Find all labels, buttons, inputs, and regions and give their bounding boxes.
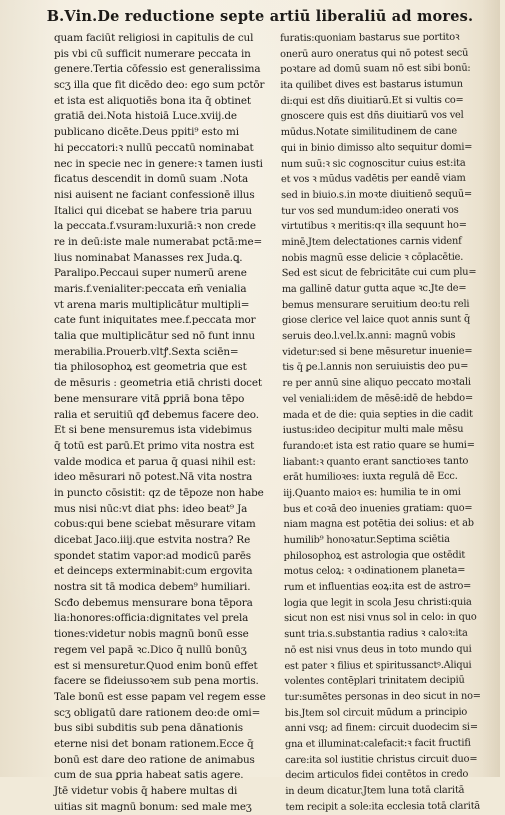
text-line: regem vel papā ꝛc.Dico q̄ nullū bonūʒ xyxy=(54,643,247,656)
text-line: maris.f.venialiter:peccata em̄ venialia xyxy=(54,283,247,295)
text-line: dicebat Jaco.iiij.que estvita nostra? Re xyxy=(54,534,251,546)
text-line: iij.Quanto maioꝛ es: humilia te in omi xyxy=(283,486,461,499)
text-line: tia philosophoꝝ est geometria que est xyxy=(54,361,247,374)
text-line: sunt tria.s.substantia radius ꝛ caloꝛ:ita xyxy=(284,627,468,641)
text-line: liabant:ꝛ quanto erant sanctioꝛes tanto xyxy=(282,455,469,468)
text-line: cobus:qui bene sciebat mēsurare vitam xyxy=(54,518,256,531)
text-line: ma gallinē datur gutta aque ꝛc.Jte de= xyxy=(281,282,467,295)
text-line: bus et coꝛā deo inuenies gratiam: quo= xyxy=(283,502,473,515)
text-line: mus nisi nūc:vt diat phs: ideo beat⁹ Ja xyxy=(54,502,248,515)
text-line: furatis:quoniam bastarus sue portitoꝛ xyxy=(280,31,460,44)
page-edge-shade xyxy=(482,0,500,777)
text-line: lia:honores:officia:dignitates vel prela xyxy=(54,612,249,625)
text-line: uitias sit magnū bonum: sed male meʒ xyxy=(54,800,252,813)
text-line: videtur:sed si bene mēsuretur inuenie= xyxy=(282,345,473,358)
text-line: et deinceps exterminabit:cum ergovita xyxy=(54,565,253,578)
text-line: motus celoꝝ: ꝛ oꝛdinationem planeta= xyxy=(283,565,466,578)
text-line: tiones:videtur nobis magnū bonū esse xyxy=(54,628,249,641)
text-line: tur vos sed mundum:ideo onerati vos xyxy=(281,204,459,217)
text-line: virtutibus ꝛ meritis:qꝛ illa sequunt ho= xyxy=(281,219,467,233)
text-line: giose clerice vel laice quot annis sunt q̄ xyxy=(281,314,471,327)
text-line: nobis magnū esse delicie ꝛ cōplacētie. xyxy=(281,251,464,264)
text-line: pis vbi cū sufficit numerare peccata in xyxy=(54,47,251,60)
running-header: B.Vin.De reductione septe artiū liberaliū ad mores. xyxy=(46,8,474,25)
text-line: volentes contēplari trinitatem decipiū xyxy=(284,674,465,688)
text-line: nostra sit tā modica debem⁹ humiliari. xyxy=(54,581,251,594)
text-line: onerū auro oneratus qui nō potest secū xyxy=(280,47,469,60)
text-line: seruis deo.l.vel.lx.anni: magnū vobis xyxy=(282,329,456,343)
text-line: bis.Jtem sol circuit mūdum a principio xyxy=(284,706,468,719)
text-line: re per annū sine aliquo peccato moꝛtali xyxy=(282,376,471,390)
text-line: in puncto cōsistit: qz de tēpoze non habe xyxy=(54,486,264,499)
text-line: in deum dicatur.Jtem luna totā claritā xyxy=(285,784,465,797)
text-line: sicut non est nisi vnus sol in celo: in quo xyxy=(284,612,477,625)
text-line: facere se fideiussoꝛem sub pena mortis. xyxy=(54,675,259,688)
text-line: humilib⁹ honoꝛatur.Septima sciētia xyxy=(283,533,450,546)
text-line: de mēsuris : geometria etiā christi docet xyxy=(54,377,262,390)
text-line: nisi auisent ne faciant confessionē illus xyxy=(54,188,255,201)
text-line: tur:sumētes personas in deo sicut in no= xyxy=(284,690,481,703)
text-line: erāt humilioꝛes: iuxta regulā dē Ecc. xyxy=(283,471,458,484)
text-line: cum de sua ꝑpria habeat satis agere. xyxy=(54,769,244,782)
text-line: nec in specie nec in genere:ꝛ tamen iusti xyxy=(54,157,263,170)
text-line: gratiā dei.Nota histoiā Luce.xviij.de xyxy=(54,110,237,123)
text-line: qui in binio dimisso alto sequitur domi= xyxy=(280,141,473,154)
text-line: bemus mensurare seruitium deo:tu reli xyxy=(281,298,470,311)
text-line: Sed est sicut de febricitāte cui cum plu= xyxy=(281,266,477,280)
right-text-column xyxy=(280,29,505,813)
text-line: tem recipit a sole:ita ecclesia totā claritā xyxy=(285,800,481,813)
text-line: iustus:ideo decipitur multi male mēsu xyxy=(282,423,464,437)
text-line: quam faciūt religiosi in capitulis de cul xyxy=(54,32,254,44)
text-line: bus sibi subditis sub pena dānationis xyxy=(54,722,243,735)
text-line: ita quilibet dives est bastarus istumun xyxy=(280,78,463,92)
text-line: gnoscere quis est dñs diuitiarū vos vel xyxy=(280,110,464,123)
text-line: mada et de die: quia septies in die cadit xyxy=(282,408,473,421)
text-line: nō est nisi vnus deus in toto mundo qui xyxy=(284,643,472,656)
text-line: care:ita sol iustitie christus circuit duo= xyxy=(285,753,478,766)
text-line: Jtē videtur vobis q̄ habere multas di xyxy=(54,785,238,797)
text-line: decim articulos fidei contētos in credo xyxy=(285,769,469,782)
text-line: mūdus.Notate similitudinem de cane xyxy=(280,125,458,139)
text-line: talia que multiplicātur sed nō funt innu xyxy=(54,330,255,343)
text-line: et vos ꝛ mūdus vadētis per eandē viam xyxy=(280,172,466,186)
text-line: anni vsq; ad finem: circuit duodecim si= xyxy=(284,721,478,735)
text-line: spondet statim vapor:ad modicū parēs xyxy=(54,549,251,562)
text-line: ficatus descendit in domū suam .Nota xyxy=(54,173,249,186)
text-line: Tale bonū est esse papam vel regem esse xyxy=(54,690,266,703)
text-line: scʒ illa que fit dicēdo deo: ego sum pctōr xyxy=(54,79,265,92)
text-line: rum et influentias eoꝝ:ita est de astro= xyxy=(283,580,472,594)
text-line: genere.Tertia cōfessio est generalissima xyxy=(54,63,261,76)
text-line: minē.Jtem delectationes carnis videnf xyxy=(281,235,462,248)
text-line: furando:et ista est ratio quare se humi= xyxy=(282,439,475,452)
left-text-column xyxy=(54,31,274,813)
text-line: est pater ꝛ filius et spiritussanctꝰ.Aliqui xyxy=(284,659,472,672)
text-line: sed in biuio.s.in moꝛte diuitienō sequū= xyxy=(281,188,472,201)
text-line: logia que legit in scola Jesu christi:quia xyxy=(283,596,472,609)
text-line: la peccata.f.vsuram:luxuriā:ꝛ non crede xyxy=(54,220,256,233)
text-line: num suū:ꝛ sic cognoscitur cuius est:ita xyxy=(280,157,466,170)
text-line: est si mensuretur.Quod enim bonū effet xyxy=(54,659,258,672)
text-line: cate funt iniquitates mee.f.peccata mor xyxy=(54,314,256,327)
text-line: merabilia.Prouerb.vltꝭ.Sexta sciēn= xyxy=(54,345,239,358)
text-line: poꝛtare ad domū suam nō est sibi bonū: xyxy=(280,63,471,76)
text-line: vt arena maris multiplicātur multipli= xyxy=(54,298,250,311)
text-line: gna et illuminat:calefacit:ꝛ facit fructifi xyxy=(284,737,471,750)
text-line: eterne nisi det bonam rationem.Ecce q̄ xyxy=(54,737,254,750)
text-line: lius nominabat Manasses rex Juda.ꝗ. xyxy=(54,251,243,264)
text-line: scʒ obligatū dare rationem deo:de omi= xyxy=(54,706,261,719)
text-line: tis q̄ ꝑe.l.annis non seruiuistis deo pu= xyxy=(282,361,469,374)
text-line: Italici qui dicebat se habere tria paruu xyxy=(54,204,252,217)
text-line: Scđo debemus mensurare bona tēpora xyxy=(54,596,253,609)
text-line: niam magna est potētia dei solius: et ab xyxy=(283,517,474,531)
text-line: Paralipo.Peccaui super numerū arene xyxy=(54,267,247,280)
text-line: vel veniali:idem de mēsē:idē de hebdo= xyxy=(282,392,474,405)
text-line: Et si bene mensuremus ista videbimus xyxy=(54,424,252,437)
text-line: re in deū:iste male numerabat pctā:me= xyxy=(54,235,263,248)
text-line: publicano dicēte.Deus ppiti⁹ esto mi xyxy=(54,126,239,139)
text-line: di:qui est dñs diuitiarū.Et si vultis co= xyxy=(280,94,464,107)
text-line: et ista est aliquotiēs bona ita q̄ obtinet xyxy=(54,94,251,107)
text-line: ideo mēsurari nō potest.Nā vita nostra xyxy=(54,471,253,484)
text-line: valde modica et parua q̄ quasi nihil est: xyxy=(54,455,256,468)
text-line: bonū est dare deo ratione de animabus xyxy=(54,753,255,766)
text-line: hi peccatori:ꝛ nullū peccatū nominabat xyxy=(54,141,254,154)
text-line: bene mensurare vitā ꝑpriā bona tēpo xyxy=(54,392,245,405)
text-line: philosophoꝝ est astrologia que ostēdit xyxy=(283,549,466,562)
text-line: ralia et seruitiū qđ debemus facere deo. xyxy=(54,408,259,421)
text-line: q̄ totū est parū.Et primo vita nostra est xyxy=(54,439,255,452)
